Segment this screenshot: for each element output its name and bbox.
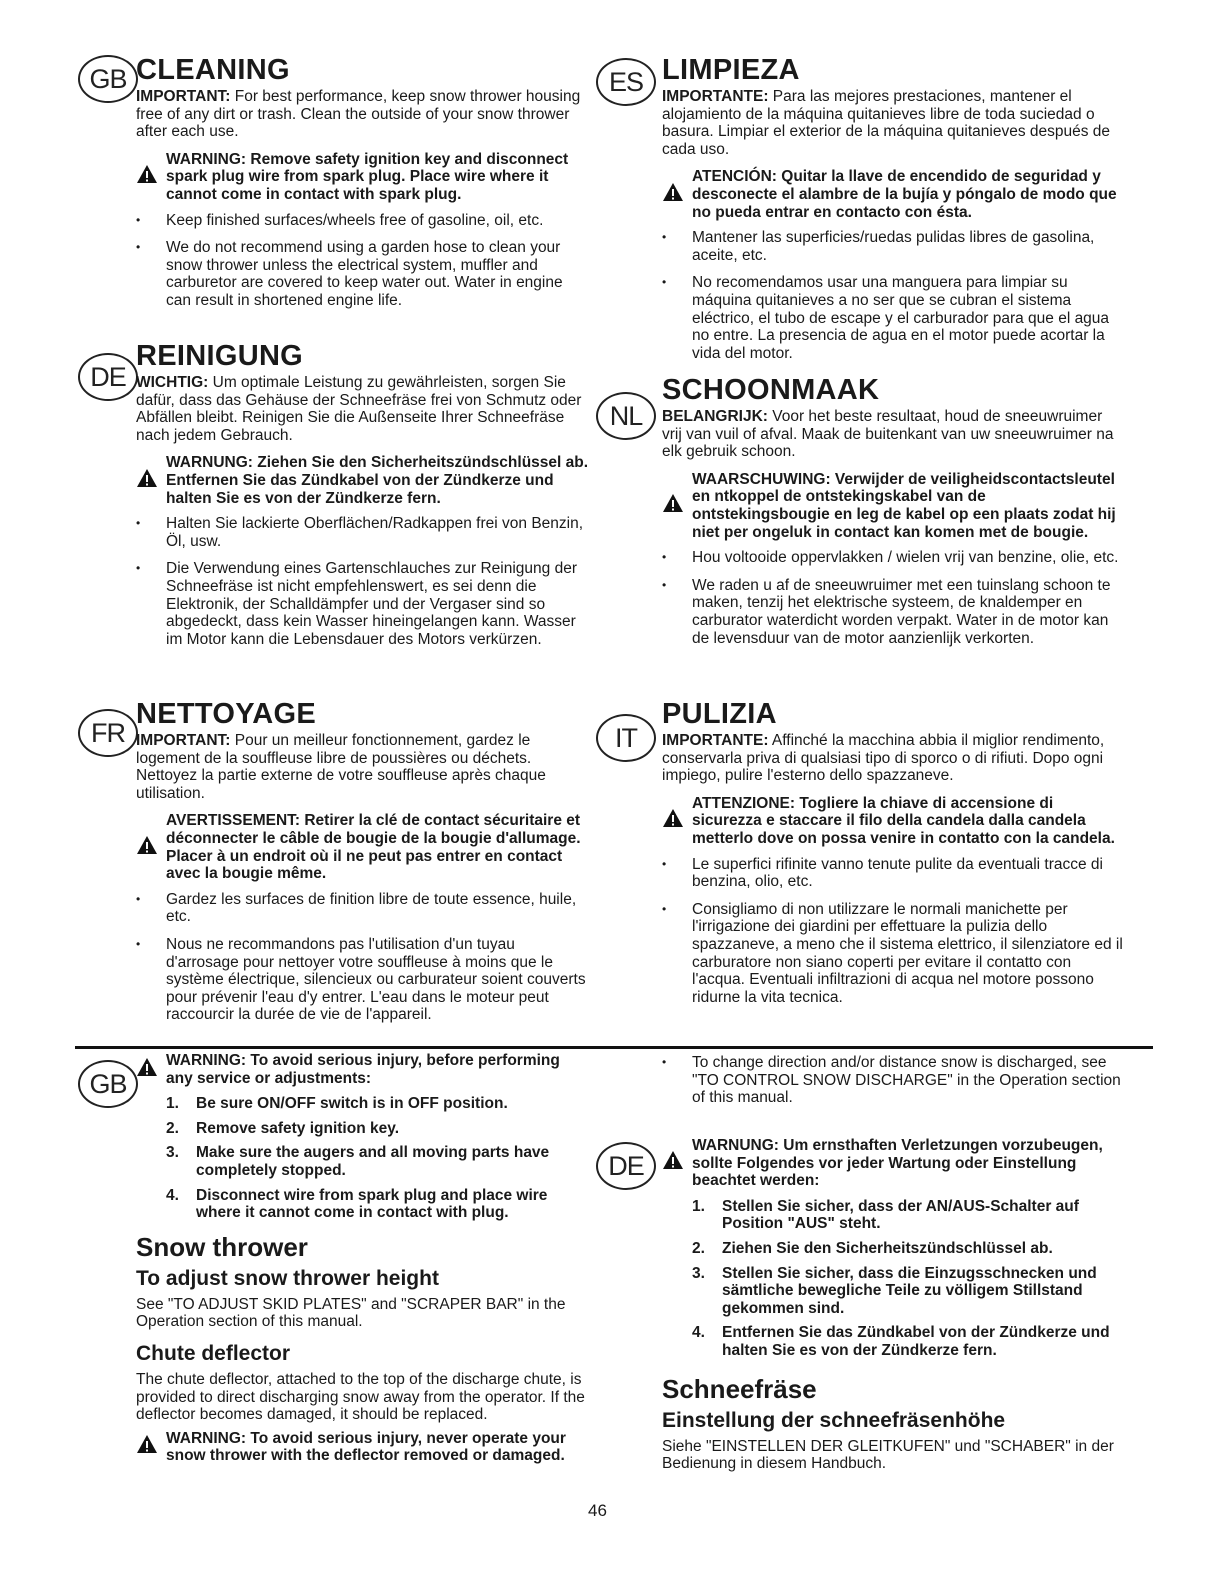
section-title: PULIZIA	[662, 698, 777, 730]
warning-block: ATTENZIONE: Togliere la chiave di accensione di sicurezza e staccare il filo della candela dalla candela metterlo dove on possa venire in contatto con la candela.	[662, 795, 1124, 848]
height-paragraph: See "TO ADJUST SKID PLATES" and "SCRAPER BAR" in the Operation section of this manual.	[136, 1295, 566, 1331]
subheading-einstellung: Einstellung der schneefräsenhöhe	[662, 1408, 1006, 1432]
einstellung-paragraph: Siehe "EINSTELLEN DER GLEITKUFEN" und "SCHABER" in der Bedienung in diesem Handbuch.	[662, 1437, 1114, 1473]
warning-icon	[662, 808, 684, 828]
list-item: 1. Stellen Sie sicher, dass der AN/AUS-Schalter auf Position "AUS" steht.	[692, 1197, 1079, 1233]
list-item: 1. Be sure ON/OFF switch is in OFF position.	[166, 1095, 508, 1113]
language-badge-nl: NL	[596, 392, 656, 440]
list-item: • We raden u af de sneeuwruimer met een tuinslang schoon te maken, tenzij het elektrische systeem, de knaldemper en carburator waterdicht worden verpakt. Water in de motor kan de levensduur van de motor aanzienlijk verkorten.	[662, 577, 1124, 647]
heading-schneefraese: Schneefräse	[662, 1373, 817, 1404]
section-title: SCHOONMAAK	[662, 374, 880, 406]
lower-right-column	[662, 1054, 1124, 1117]
warning-block: WARNING: Remove safety ignition key and disconnect spark plug wire from spark plug. Place wire where it cannot come in contact with spark plug.	[136, 151, 590, 204]
language-badge-gb-lower: GB	[78, 1060, 138, 1108]
language-badge-de-lower: DE	[596, 1142, 656, 1190]
intro-paragraph: IMPORTANT: Pour un meilleur fonctionnement, gardez le logement de la souffleuse libre de poussières ou déchets. Nettoyez la partie externe de votre souffleuse après chaque utilisation.	[136, 732, 546, 802]
list-item: • Le superfici rifinite vanno tenute pulite da eventuali tracce di benzina, olio, etc.	[662, 856, 1124, 891]
subheading-height: To adjust snow thrower height	[136, 1266, 439, 1290]
warning-icon	[662, 1150, 684, 1170]
section-title: REINIGUNG	[136, 340, 304, 372]
page-number: 46	[588, 1501, 607, 1520]
bullet-list	[662, 856, 1124, 1007]
warning-icon	[136, 164, 158, 184]
bullet-list	[136, 515, 590, 648]
list-item: 4. Entfernen Sie das Zündkabel von der Zündkerze und halten Sie es von der Zündkerze fern.	[692, 1324, 1110, 1359]
warning-icon	[136, 1057, 158, 1077]
list-item: • Mantener las superficies/ruedas pulidas libres de gasolina, aceite, etc.	[662, 229, 1124, 264]
horizontal-divider	[75, 1046, 1153, 1049]
warning-icon	[136, 468, 158, 488]
intro-paragraph: IMPORTANT: For best performance, keep snow thrower housing free of any dirt or trash. Clean the outside of your snow thrower after each use.	[136, 88, 581, 141]
list-item: 4. Disconnect wire from spark plug and place wire where it cannot come in contact with plug.	[166, 1186, 548, 1222]
section-title: LIMPIEZA	[662, 54, 800, 86]
list-item: 3. Make sure the augers and all moving parts have completely stopped.	[166, 1144, 550, 1179]
steps-list	[662, 1198, 1124, 1360]
section-schoonmaak	[662, 374, 1124, 657]
bullet-list	[662, 549, 1124, 647]
warning-block: WAARSCHUWING: Verwijder de veiligheidscontactsleutel en ntkoppel de ontstekingskabel van de ontstekingsbougie en leg de kabel op een plaats zodat hij niet per ongeluk in contact kan komen met de bougie.	[662, 471, 1124, 541]
list-item: • Nous ne recommandons pas l'utilisation d'un tuyau d'arrosage pour nettoyer votre souffleuse à moins que le système électrique, silencieux ou carburateur soient couverts pour prévenir l'eau d'y entrer. L'eau dans le moteur peut raccourcir la durée de vie de l'appareil.	[136, 936, 590, 1024]
lower-left-column	[136, 1052, 590, 1473]
list-item: • Consigliamo di non utilizzare le normali manichette per l'irrigazione dei giardini per effettuare la pulizia dello spazzaneve, a meno che il sistema elettrico, il silenziatore ed il carburatore non siano coperti per evitare il contatto con l'acqua. Eventuali infiltrazioni di acqua nel motore possono ridurne la vita tecnica.	[662, 901, 1124, 1007]
section-pulizia	[662, 698, 1124, 1016]
intro-paragraph: IMPORTANTE: Para las mejores prestaciones, mantener el alojamiento de la máquina quitanieves libre de toda suciedad o basura. Limpiar el exterior de la máquina quitanieves después de cada uso.	[662, 88, 1111, 158]
intro-paragraph: BELANGRIJK: Voor het beste resultaat, houd de sneeuwruimer vrij van vuil of afval. Maak de buitenkant van uw sneeuwruimer na elk gebruik schoon.	[662, 408, 1114, 461]
warning-block: WARNING: To avoid serious injury, never operate your snow thrower with the deflector removed or damaged.	[136, 1430, 590, 1465]
chute-paragraph: The chute deflector, attached to the top of the discharge chute, is provided to direct discharging snow away from the operator. If the deflector becomes damaged, it should be replaced.	[136, 1370, 585, 1424]
bullet-list	[662, 1054, 1124, 1107]
warning-block: ATENCIÓN: Quitar la llave de encendido de seguridad y desconecte el alambre de la bujía y póngalo de modo que no pueda entrar en contacto con ésta.	[662, 168, 1124, 221]
intro-paragraph: WICHTIG: Um optimale Leistung zu gewährleisten, sorgen Sie dafür, dass das Gehäuse der Schneefräse frei von Schmutz oder Abfällen bleibt. Reinigen Sie die Außenseite Ihrer Schneefräse nach jedem Gebrauch.	[136, 374, 582, 444]
lower-right-warning-column	[662, 1137, 1124, 1483]
list-item: • Keep finished surfaces/wheels free of gasoline, oil, etc.	[136, 212, 590, 230]
steps-list	[136, 1095, 590, 1222]
bullet-list	[662, 229, 1124, 362]
list-item: • Gardez les surfaces de finition libre de toute essence, huile, etc.	[136, 891, 590, 926]
section-nettoyage	[136, 698, 590, 1034]
warning-icon	[662, 182, 684, 202]
section-reinigung	[136, 340, 590, 658]
section-title: NETTOYAGE	[136, 698, 316, 730]
bullet-list	[136, 891, 590, 1024]
language-badge-es: ES	[596, 58, 656, 106]
list-item: 2. Remove safety ignition key.	[166, 1119, 399, 1137]
warning-block: WARNUNG: Ziehen Sie den Sicherheitszündschlüssel ab. Entfernen Sie das Zündkabel von der Zündkerze und halten Sie es von der Zündkerze fern.	[136, 454, 590, 507]
list-item: • Hou voltooide oppervlakken / wielen vrij van benzine, olie, etc.	[662, 549, 1124, 567]
heading-snow-thrower: Snow thrower	[136, 1231, 308, 1262]
section-title: CLEANING	[136, 54, 290, 86]
section-limpieza	[662, 54, 1124, 372]
subheading-chute-deflector: Chute deflector	[136, 1341, 291, 1365]
list-item: • To change direction and/or distance snow is discharged, see "TO CONTROL SNOW DISCHARGE" in the Operation section of this manual.	[662, 1054, 1124, 1107]
list-item: • We do not recommend using a garden hose to clean your snow thrower unless the electrical system, muffler and carburetor are covered to keep water out. Water in engine can result in shortened engine life.	[136, 239, 590, 309]
warning-block: WARNING: To avoid serious injury, before performing any service or adjustments:	[136, 1052, 590, 1087]
intro-paragraph: IMPORTANTE: Affinché la macchina abbia il miglior rendimento, conservarla priva di qualsiasi tipo di sporco o di rifiuti. Dopo ogni impiego, pulire l'esterno dello spazzaneve.	[662, 732, 1105, 785]
warning-block: AVERTISSEMENT: Retirer la clé de contact sécuritaire et déconnecter le câble de bougie de la bougie d'allumage. Placer à un endroit où il ne peut pas entrer en contact avec la bougie même.	[136, 812, 590, 882]
language-badge-gb: GB	[78, 55, 138, 103]
warning-icon	[662, 493, 684, 513]
warning-icon	[136, 835, 158, 855]
warning-icon	[136, 1434, 158, 1454]
list-item: • Die Verwendung eines Gartenschlauches zur Reinigung der Schneefräse ist nicht empfehlenswert, es sei denn die Elektronik, der Schalldämpfer und der Vergaser sind so abgedeckt, dass kein Wasser hineingelangen kann. Wasser im Motor kann die Lebensdauer des Motors verkürzen.	[136, 560, 590, 648]
warning-block: WARNUNG: Um ernsthaften Verletzungen vorzubeugen, sollte Folgendes vor jeder Wartung oder Einstellung beachtet werden:	[662, 1137, 1124, 1190]
list-item: 2. Ziehen Sie den Sicherheitszündschlüssel ab.	[692, 1239, 1053, 1257]
list-item: 3. Stellen Sie sicher, dass die Einzugsschnecken und sämtliche bewegliche Teile zu völligem Stillstand gekommen sind.	[692, 1264, 1097, 1317]
language-badge-it: IT	[596, 714, 656, 762]
list-item: • Halten Sie lackierte Oberflächen/Radkappen frei von Benzin, Öl, usw.	[136, 515, 590, 550]
list-item: • No recomendamos usar una manguera para limpiar su máquina quitanieves a no ser que se cubran el sistema eléctrico, el tubo de escape y el carburador para que el agua no entre. La presencia de agua en el motor puede acortar la vida del motor.	[662, 274, 1124, 362]
bullet-list	[136, 212, 590, 310]
section-cleaning	[136, 54, 590, 320]
language-badge-de: DE	[78, 353, 138, 401]
language-badge-fr: FR	[78, 709, 138, 757]
